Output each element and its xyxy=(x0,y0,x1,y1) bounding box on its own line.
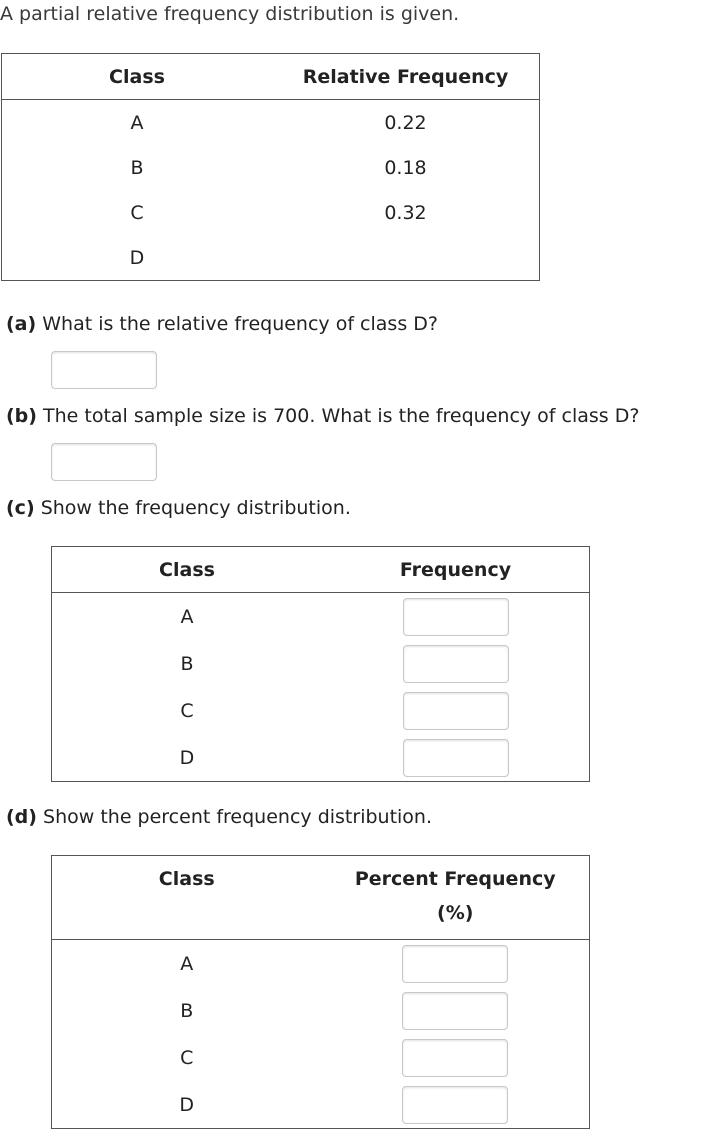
frequency-input-c[interactable] xyxy=(403,692,509,730)
class-column-header: Class xyxy=(52,547,323,593)
problem-intro: A partial relative frequency distribution is given. xyxy=(0,3,460,25)
question-d-label: (d) xyxy=(6,806,37,828)
percent-input-d[interactable] xyxy=(402,1086,508,1124)
table-row xyxy=(2,235,540,281)
relative-frequency-cell: 0.32 xyxy=(384,201,427,224)
table-header-row xyxy=(52,856,590,940)
question-c-text: Show the frequency distribution. xyxy=(40,497,351,519)
class-cell: C xyxy=(180,699,194,722)
question-d-text: Show the percent frequency distribution. xyxy=(43,806,433,828)
question-b xyxy=(6,405,639,427)
class-cell: A xyxy=(180,952,194,975)
class-cell: D xyxy=(179,746,195,769)
table-row xyxy=(52,734,590,782)
table-header-row xyxy=(2,54,540,100)
table-row xyxy=(2,145,540,190)
question-a xyxy=(6,313,438,335)
class-cell: C xyxy=(180,1046,194,1069)
table-row xyxy=(52,640,590,687)
class-column-header: Class xyxy=(2,54,273,100)
question-b-text: The total sample size is 700. What is the frequency of class D? xyxy=(43,405,640,427)
table-row xyxy=(52,1081,590,1129)
percent-frequency-header-line2: (%) xyxy=(437,902,474,924)
table-row xyxy=(52,687,590,734)
frequency-table xyxy=(51,546,590,782)
answer-input-b[interactable] xyxy=(51,443,157,481)
table-row xyxy=(52,593,590,641)
frequency-input-d[interactable] xyxy=(403,739,509,777)
question-a-text: What is the relative frequency of class D? xyxy=(42,313,438,335)
table-row xyxy=(2,100,540,146)
class-cell: A xyxy=(180,605,194,628)
percent-input-c[interactable] xyxy=(402,1039,508,1077)
table-row xyxy=(52,1034,590,1081)
percent-frequency-table xyxy=(51,855,590,1129)
question-b-label: (b) xyxy=(6,405,37,427)
frequency-input-a[interactable] xyxy=(403,598,509,636)
frequency-input-b[interactable] xyxy=(403,645,509,683)
question-c xyxy=(6,497,351,519)
class-cell: D xyxy=(179,1093,195,1116)
question-d xyxy=(6,806,432,828)
class-cell: A xyxy=(130,111,144,134)
question-c-label: (c) xyxy=(6,497,35,519)
class-cell: D xyxy=(129,246,145,269)
table-row xyxy=(2,190,540,235)
relative-frequency-cell xyxy=(272,235,540,281)
table-row xyxy=(52,987,590,1034)
question-a-label: (a) xyxy=(6,313,37,335)
class-cell: B xyxy=(130,156,144,179)
relative-frequency-table xyxy=(1,53,540,281)
table-row xyxy=(52,940,590,988)
class-cell: B xyxy=(180,999,194,1022)
percent-frequency-header-line1: Percent Frequency xyxy=(354,868,556,890)
relative-frequency-cell: 0.22 xyxy=(384,111,427,134)
percent-input-a[interactable] xyxy=(402,945,508,983)
table-header-row xyxy=(52,547,590,593)
percent-frequency-column-header xyxy=(322,856,590,940)
class-cell: C xyxy=(130,201,144,224)
answer-input-a[interactable] xyxy=(51,351,157,389)
frequency-column-header: Frequency xyxy=(322,547,590,593)
percent-input-b[interactable] xyxy=(402,992,508,1030)
relative-frequency-column-header: Relative Frequency xyxy=(272,54,540,100)
class-column-header: Class xyxy=(52,856,322,940)
relative-frequency-cell: 0.18 xyxy=(384,156,427,179)
class-cell: B xyxy=(180,652,194,675)
